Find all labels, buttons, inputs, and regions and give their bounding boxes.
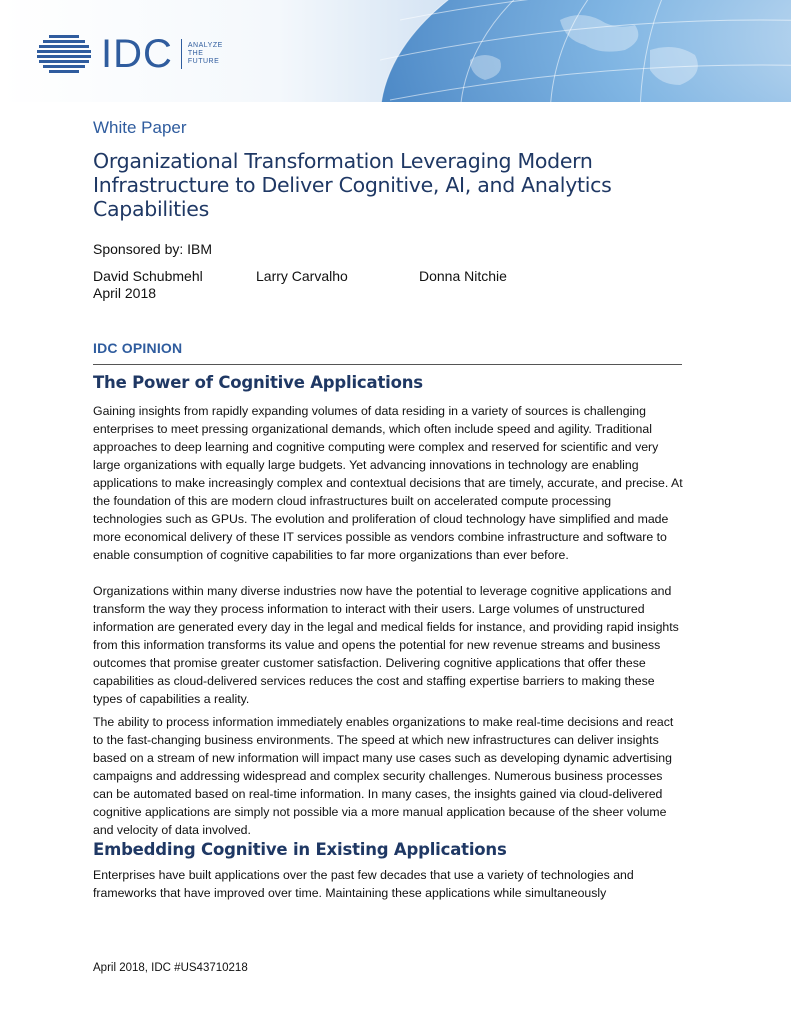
author-name: Larry Carvalho [256, 268, 348, 284]
tagline-line-2: THE [187, 50, 204, 57]
body-paragraph: The ability to process information immediately enables organizations to make real-time decisions and react to the fast-changing business environments. The speed at which new infrastructures can deliver insights based on a stream of new information will impact many use cases such as developing dynamic advertising campaigns and addressing widespread and complex security challenges. Numerous business processes can be automated based on real-time information. In many cases, the insights gained via cloud-delivered cognitive applications are simply not possible via a more manual application because of the sheer volume and velocity of data involved. [93, 715, 674, 837]
logo-divider [181, 39, 182, 69]
document-title: Organizational Transformation Leveraging Modern Infrastructure to Deliver Cognitive, AI, and Analytics Capabilities [93, 149, 612, 221]
author-name: David Schubmehl [93, 268, 203, 284]
tagline-line-1: ANALYZE [187, 42, 223, 49]
page-footer: April 2018, IDC #US43710218 [93, 962, 248, 974]
section-label: IDC OPINION [93, 340, 183, 356]
section-divider [93, 364, 682, 365]
idc-logo [35, 34, 223, 74]
body-paragraph: Organizations within many diverse industries now have the potential to leverage cognitive applications and transform the way they process information to interact with their users. Large volumes of unstructured information are generated every day in the legal and medical fields for instance, and providing rapid insights from this information transforms its value and opens the potential for new revenue streams and business outcomes that promise greater customer satisfaction. Delivering cognitive applications that offer these capabilities as cloud-delivered services reduces the cost and staffing expertise barriers to making these types of capabilities a reality. [93, 584, 679, 706]
globe-logo-icon [35, 34, 93, 74]
publication-date: April 2018 [93, 285, 157, 301]
section-heading: Embedding Cognitive in Existing Applications [93, 840, 507, 859]
document-type: White Paper [93, 118, 187, 137]
sponsor-line: Sponsored by: IBM [93, 241, 213, 257]
body-paragraph: Enterprises have built applications over the past few decades that use a variety of technologies and frameworks that have improved over time. Maintaining these applications while simultaneously [93, 868, 634, 900]
author-list [93, 268, 693, 286]
section-heading: The Power of Cognitive Applications [93, 373, 423, 392]
body-paragraph: Gaining insights from rapidly expanding volumes of data residing in a variety of sources is challenging enterprises to meet pressing organizational demands, which often include speed and agility. Traditional approaches to deep learning and cognitive computing were complex and reserved for scientific and very large organizations with equally large budgets. Yet advancing innovations in technology are enabling applications to make increasingly complex and contextual decisions that are timely, accurate, and precise. At the foundation of this are modern cloud infrastructures built on accelerated compute processing technologies such as GPUs. The evolution and proliferation of cloud technology have simplified and made more economical delivery of these IT services possible as vendors combine infrastructure and software to enable consumption of cognitive capabilities to far more organizations than ever before. [93, 404, 683, 562]
logo-wordmark: IDC [101, 32, 173, 76]
logo-tagline [188, 42, 223, 66]
tagline-line-3: FUTURE [187, 58, 220, 65]
author-name: Donna Nitchie [419, 268, 507, 284]
